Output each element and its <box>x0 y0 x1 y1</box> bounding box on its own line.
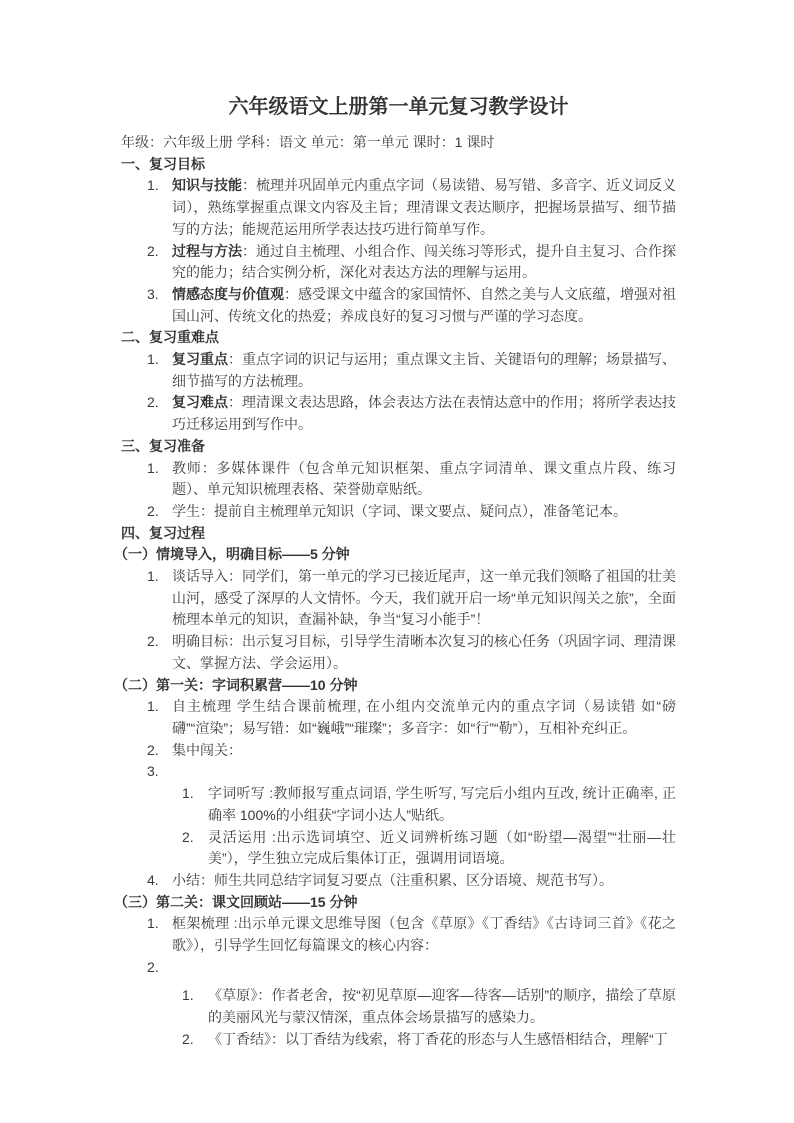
item-body: 明确目标：出示复习目标，引导学生清晰本次复习的核心任务（巩固字词、理清课文、掌握方法、学会运用）。 <box>172 633 676 671</box>
item-text <box>208 783 676 826</box>
item-text <box>172 913 676 956</box>
item-number: 1. <box>147 459 159 476</box>
item-lead: 知识与技能 <box>172 177 242 194</box>
list-item <box>121 740 676 762</box>
item-number: 2. <box>147 958 159 975</box>
item-text <box>172 870 676 892</box>
item-body: 谈话导入：同学们，第一单元的学习已接近尾声，这一单元我们领略了祖国的壮美山河，感受了深厚的人文情怀。今天，我们就开启一场“单元知识闯关之旅”，全面梳理本单元的知识，查漏补缺，争当“复习小能手”！ <box>172 568 676 628</box>
item-number: 4. <box>147 871 159 888</box>
nested-list-item <box>121 783 676 826</box>
subsection-heading-words-camp: （二）第一关：字词积累营——10 分钟 <box>114 676 358 693</box>
item-number: 1. <box>147 351 159 368</box>
item-text <box>172 175 676 240</box>
item-body: 集中闯关： <box>172 741 242 758</box>
item-text <box>172 241 676 284</box>
item-text <box>172 740 676 762</box>
doc-meta-line: 年级：六年级上册 学科：语文 单元：第一单元 课时：1 课时 <box>121 134 495 150</box>
item-body: 学生：提前自主梳理单元知识（字词、课文要点、疑问点），准备笔记本。 <box>172 502 627 519</box>
item-body: 字词听写 :教师报写重点词语, 学生听写, 写完后小组内互改, 统计正确率, 正确率 100%的小组获“字词小达人”贴纸。 <box>208 785 676 823</box>
list-item <box>121 566 676 631</box>
item-text <box>172 631 676 674</box>
list-item <box>121 458 676 501</box>
list-item <box>121 241 676 284</box>
item-number: 1. <box>182 987 194 1004</box>
item-body: ：重点字词的识记与运用；重点课文主旨、关键语句的理解；场景描写、细节描写的方法梳理。 <box>172 351 676 389</box>
item-text <box>208 827 676 870</box>
item-text <box>172 458 676 501</box>
item-body: 《丁香结》：以丁香结为线索，将丁香花的形态与人生感悟相结合，理解“丁 <box>208 1030 668 1047</box>
item-text <box>172 284 676 327</box>
item-lead: 复习重点 <box>172 351 228 368</box>
item-text <box>172 501 676 523</box>
list-item <box>121 761 676 783</box>
subsection-heading-intro: （一）情境导入，明确目标——5 分钟 <box>114 546 350 563</box>
section-heading-key-difficulties: 二、复习重难点 <box>121 329 219 346</box>
nested-list-item <box>121 985 676 1028</box>
item-text <box>172 349 676 392</box>
item-text <box>172 566 676 631</box>
item-body: ：感受课文中蕴含的家国情怀、自然之美与人文底蕴，增强对祖国山河、传统文化的热爱；养成良好的复习习惯与严谨的学习态度。 <box>172 285 676 324</box>
item-number: 2. <box>147 741 159 758</box>
item-number: 2. <box>147 633 159 650</box>
list-item <box>121 501 676 523</box>
item-text <box>208 1029 676 1051</box>
item-lead: 过程与方法 <box>172 242 242 259</box>
list-item <box>121 870 676 892</box>
item-number: 2. <box>147 502 159 519</box>
item-text <box>172 761 676 783</box>
item-number: 1. <box>182 785 194 802</box>
nested-list-item <box>121 1029 676 1051</box>
list-item <box>121 175 676 240</box>
subsection-heading-text-review: （三）第二关：课文回顾站——15 分钟 <box>114 893 358 910</box>
item-body: 自主梳理 学生结合课前梳理, 在小组内交流单元内的重点字词（易读错 如“磅礴”“渲染”；易写错：如“巍峨”“璀璨”；多音字：如“行”“勒”），互相补充纠正。 <box>172 698 676 736</box>
list-item <box>121 284 676 327</box>
list-item <box>121 696 676 739</box>
list-item <box>121 392 676 435</box>
section-heading-review-process: 四、复习过程 <box>121 524 205 541</box>
item-body: ：理清课文表达思路，体会表达方法在表情达意中的作用；将所学表达技巧迁移运用到写作中。 <box>172 394 676 433</box>
item-number: 1. <box>147 915 159 932</box>
section-heading-review-goals: 一、复习目标 <box>121 155 205 172</box>
item-text <box>172 392 676 435</box>
section-heading-preparation: 三、复习准备 <box>121 437 205 454</box>
page-title: 六年级语文上册第一单元复习教学设计 <box>228 96 569 118</box>
list-item <box>121 349 676 392</box>
item-number: 2. <box>182 828 194 845</box>
item-body: 框架梳理 :出示单元课文思维导图（包含《草原》《丁香结》《古诗词三首》《花之歌》），引导学生回忆每篇课文的核心内容： <box>172 915 676 954</box>
item-text <box>172 696 676 739</box>
item-body: ：通过自主梳理、小组合作、闯关练习等形式，提升自主复习、合作探究的能力；结合实例分析，深化对表达方法的理解与运用。 <box>172 242 676 281</box>
item-number: 3. <box>147 285 159 302</box>
nested-list-item <box>121 827 676 870</box>
item-number: 2. <box>147 394 159 411</box>
list-item <box>121 957 676 979</box>
item-body: 教师：多媒体课件（包含单元知识框架、重点字词清单、课文重点片段、练习题）、单元知识梳理表格、荣誉勋章贴纸。 <box>172 459 676 498</box>
item-number: 2. <box>182 1030 194 1047</box>
item-text <box>172 957 676 979</box>
item-lead: 复习难点 <box>172 394 228 411</box>
list-item <box>121 913 676 956</box>
item-body: 灵活运用 :出示选词填空、近义词辨析练习题（如“盼望—渴望”“壮丽—壮美”），学生独立完成后集体订正，强调用词语境。 <box>208 828 676 867</box>
item-number: 1. <box>147 698 159 715</box>
item-body: 《草原》：作者老舍，按“初见草原—迎客—待客—话别”的顺序，描绘了草原的美丽风光与蒙汉情深，重点体会场景描写的感染力。 <box>208 987 676 1026</box>
item-lead: 情感态度与价值观 <box>172 285 284 302</box>
item-body: ：梳理并巩固单元内重点字词（易读错、易写错、多音字、近义词反义词），熟练掌握重点课文内容及主旨；理清课文表达顺序，把握场景描写、细节描写的方法；能规范运用所学表达技巧进行简单写作。 <box>172 177 676 237</box>
item-number: 1. <box>147 568 159 585</box>
item-number: 3. <box>147 763 159 780</box>
list-item <box>121 631 676 674</box>
item-number: 1. <box>147 177 159 194</box>
item-body: 小结：师生共同总结字词复习要点（注重积累、区分语境、规范书写）。 <box>172 871 613 888</box>
item-number: 2. <box>147 242 159 259</box>
item-text <box>208 985 676 1028</box>
